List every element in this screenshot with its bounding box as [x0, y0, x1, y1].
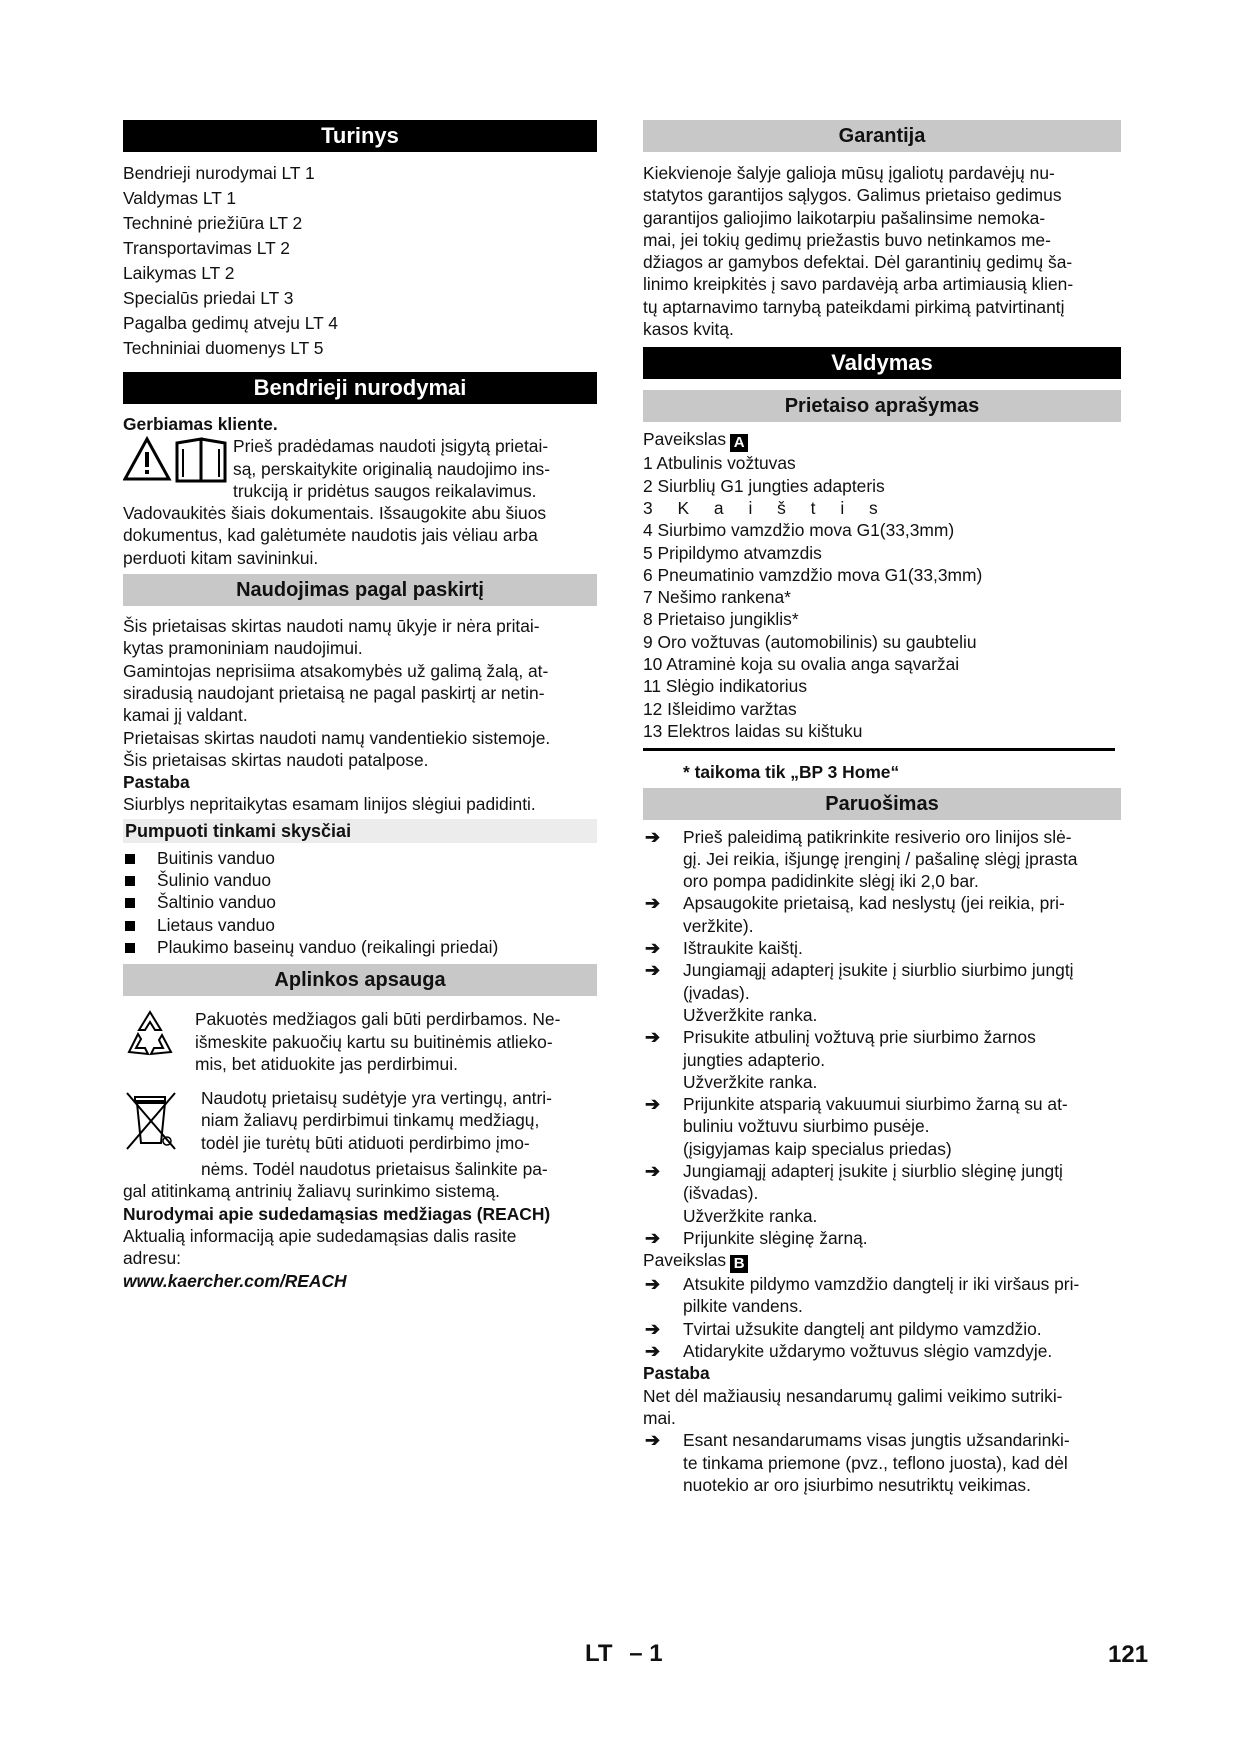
- toc-title: Turinys: [123, 120, 597, 152]
- toc-item[interactable]: Pagalba gedimų atveju LT 4: [123, 313, 338, 333]
- list-item: ➔ Prisukite atbulinį vožtuvą prie siurbimo žarnos jungties adapterio. Užveržkite ranka.: [645, 1027, 1036, 1092]
- part-item: 13 Elektros laidas su kištuku: [643, 720, 863, 741]
- list-item: ➔ Apsaugokite prietaisą, kad neslystų (jei reikia, pri- veržkite).: [645, 893, 1065, 936]
- figure-b-ref: Paveikslas B: [643, 1249, 1123, 1273]
- arrow-right-icon: ➔: [645, 1274, 661, 1295]
- part-item: 7 Nešimo rankena*: [643, 587, 791, 608]
- list-item: ➔ Prieš paleidimą patikrinkite resiverio oro linijos slė- gį. Jei reikia, išjungę įrenginį / pašalinę slėgį įprasta oro pompa padidinkite slėgį iki 2,0 bar.: [645, 826, 1078, 892]
- right-column: [643, 120, 1123, 1496]
- intended-use-title: Naudojimas pagal paskirtį: [123, 574, 597, 606]
- page-number: 121: [1108, 1641, 1149, 1668]
- list-item: Plaukimo baseinų vanduo (reikalingi priedai): [123, 936, 597, 958]
- list-item: Buitinis vanduo: [123, 847, 597, 869]
- toc-item[interactable]: Techninė priežiūra LT 2: [123, 213, 303, 233]
- figure-a-badge: A: [730, 434, 748, 452]
- left-column: [123, 120, 597, 1292]
- list-item: ➔ Jungiamąjį adapterį įsukite į siurblio siurbimo jungtį (įvadas). Užveržkite ranka.: [645, 960, 1074, 1025]
- list-item: ➔ Ištraukite kaištį.: [645, 938, 803, 959]
- part-item: 6 Pneumatinio vamzdžio mova G1(33,3mm): [643, 564, 983, 585]
- footer-page-ref: [585, 1640, 663, 1668]
- weee-line: Naudotų prietaisų sudėtyje yra vertingų, antri-: [201, 1088, 552, 1109]
- warning-line: trukciją ir pridėtus saugos reikalavimus.: [233, 480, 537, 501]
- recycle-line: Pakuotės medžiagos gali būti perdirbamos. Ne-: [195, 1009, 561, 1030]
- toc-item[interactable]: Bendrieji nurodymai LT 1: [123, 163, 315, 183]
- warranty-line: mai, jei tokių gedimų priežastis buvo netinkamos me-: [643, 229, 1051, 250]
- list-item: ➔ Tvirtai užsukite dangtelį ant pildymo vamzdžio.: [645, 1318, 1042, 1339]
- warranty-line: statytos garantijos sąlygos. Galimus prietaiso gedimus: [643, 185, 1062, 206]
- note-text: Siurblys nepritaikytas esamam linijos slėgiui padidinti.: [123, 794, 536, 815]
- warranty-line: tų aptarnavimo tarnybą pateikdami pirkimą patvirtinantį: [643, 296, 1065, 317]
- recycle-line: išmeskite pakuočių kartu su buitinėmis atlieko-: [195, 1031, 553, 1052]
- divider: [643, 748, 1115, 751]
- bullet-square-icon: [125, 876, 135, 886]
- toc-item[interactable]: Transportavimas LT 2: [123, 238, 290, 258]
- list-item: ➔ Prijunkite slėginę žarną.: [645, 1227, 868, 1248]
- recycle-line: mis, bet atiduokite jas perdirbimui.: [195, 1053, 458, 1074]
- prep-title: Paruošimas: [643, 788, 1121, 820]
- weee-line: gal atitinkamą antrinių žaliavų surinkimo sistemą.: [123, 1181, 500, 1202]
- warning-line: są, perskaitykite originalią naudojimo ins-: [233, 458, 551, 479]
- part-item: 8 Prietaiso jungiklis*: [643, 609, 799, 630]
- arrow-right-icon: ➔: [645, 1318, 661, 1339]
- part-item: 2 Siurblių G1 jungties adapteris: [643, 475, 885, 496]
- warranty-title: Garantija: [643, 120, 1121, 152]
- part-item: 11 Slėgio indikatorius: [643, 676, 808, 697]
- footer-local-page: – 1: [629, 1640, 663, 1667]
- list-item: Lietaus vanduo: [123, 914, 597, 936]
- fluids-title: Pumpuoti tinkami skysčiai: [123, 819, 597, 843]
- intended-use-line: kamai jį valdant.: [123, 705, 248, 726]
- intended-use-line: Prietaisas skirtas naudoti namų vandentiekio sistemoje.: [123, 727, 551, 748]
- reach-line: Aktualią informaciją apie sudedamąsias dalis rasite: [123, 1226, 517, 1247]
- intended-use-line: Gamintojas neprisiima atsakomybės už galimą žalą, at-: [123, 660, 549, 681]
- figure-b-badge: B: [730, 1255, 748, 1273]
- bullet-square-icon: [125, 921, 135, 931]
- note-label: Pastaba: [123, 772, 190, 793]
- toc-list: [123, 161, 597, 361]
- part-item: 12 Išleidimo varžtas: [643, 698, 797, 719]
- warning-manual-icon: [123, 435, 233, 495]
- toc-item[interactable]: Techniniai duomenys LT 5: [123, 338, 324, 358]
- arrow-right-icon: ➔: [645, 826, 661, 847]
- arrow-right-icon: ➔: [645, 1160, 661, 1181]
- part-item: 3 K a i š t i s: [643, 497, 878, 518]
- warranty-line: kasos kvitą.: [643, 319, 734, 340]
- reach-link[interactable]: www.kaercher.com/REACH: [123, 1270, 347, 1291]
- part-item: 10 Atraminė koja su ovalia anga sąvaržai: [643, 654, 960, 675]
- bullet-square-icon: [125, 854, 135, 864]
- list-item: ➔ Atidarykite uždarymo vožtuvus slėgio vamzdyje.: [645, 1341, 1053, 1362]
- prep-note-label: Pastaba: [643, 1363, 710, 1384]
- recycle-block: [123, 1008, 597, 1075]
- list-item: Šaltinio vanduo: [123, 891, 597, 913]
- figure-a-ref: Paveikslas A: [643, 428, 1123, 452]
- weee-line: nėms. Todėl naudotus prietaisus šalinkite pa-: [201, 1159, 548, 1180]
- intended-use-line: Šis prietaisas skirtas naudoti patalpose.: [123, 749, 429, 770]
- part-item: 4 Siurbimo vamzdžio mova G1(33,3mm): [643, 520, 955, 541]
- general-text: perduoti kitam savininkui.: [123, 547, 319, 568]
- part-item: 9 Oro vožtuvas (automobilinis) su gaubteliu: [643, 631, 977, 652]
- warranty-line: linimo kreipkitės į savo pardavėją arba artimiausią klien-: [643, 274, 1074, 295]
- environment-title: Aplinkos apsauga: [123, 964, 597, 996]
- footnote: * taikoma tik „BP 3 Home“: [683, 762, 900, 783]
- general-text: dokumentus, kad galėtumėte naudotis jais vėliau arba: [123, 525, 538, 546]
- toc-item[interactable]: Specialūs priedai LT 3: [123, 288, 294, 308]
- prep-steps-1: [643, 826, 1123, 1250]
- list-item: ➔ Jungiamąjį adapterį įsukite į siurblio slėginę jungtį (išvadas). Užveržkite ranka.: [645, 1160, 1063, 1226]
- description-title: Prietaiso aprašymas: [643, 390, 1121, 422]
- arrow-right-icon: ➔: [645, 938, 661, 959]
- fluids-list: [123, 847, 597, 958]
- prep-note-line: Net dėl mažiausių nesandarumų galimi veikimo sutriki-: [643, 1385, 1063, 1406]
- arrow-right-icon: ➔: [645, 1430, 661, 1451]
- list-item: ➔ Atsukite pildymo vamzdžio dangtelį ir iki viršaus pri- pilkite vandens.: [645, 1274, 1080, 1317]
- warranty-line: Kiekvienoje šalyje galioja mūsų įgaliotų pardavėjų nu-: [643, 163, 1055, 183]
- intended-use-line: siradusią naudojant prietaisą ne pagal paskirtį ar netin-: [123, 682, 545, 703]
- prep-steps-2: [643, 1273, 1123, 1362]
- list-item: ➔ Esant nesandarumams visas jungtis užsandarinki- te tinkama priemone (pvz., teflono juosta), kad dėl nuotekio ar oro įsiurbimo nesutriktų veikimas.: [645, 1430, 1070, 1495]
- part-item: 1 Atbulinis vožtuvas: [643, 453, 796, 474]
- list-item: ➔ Prijunkite atsparią vakuumui siurbimo žarną su at- buliniu vožtuvu siurbimo pusėje. (įsigyjamas kaip specialus priedas): [645, 1094, 1068, 1159]
- operation-title: Valdymas: [643, 347, 1121, 379]
- reach-title: Nurodymai apie sudedamąsias medžiagas (REACH): [123, 1203, 551, 1224]
- warning-line: Prieš pradėdamas naudoti įsigytą prietai-: [233, 436, 549, 457]
- greeting: Gerbiamas kliente.: [123, 414, 278, 434]
- intended-use-line: kytas pramoniniam naudojimui.: [123, 638, 363, 659]
- general-title: Bendrieji nurodymai: [123, 372, 597, 404]
- weee-line: niam žaliavų perdirbimui tinkamų medžiagų,: [201, 1110, 540, 1131]
- recycle-icon: [123, 1008, 195, 1067]
- part-item: 5 Pripildymo atvamzdis: [643, 542, 822, 563]
- intended-use-line: Šis prietaisas skirtas naudoti namų ūkyje ir nėra pritai-: [123, 616, 540, 637]
- arrow-right-icon: ➔: [645, 1094, 661, 1115]
- arrow-right-icon: ➔: [645, 893, 661, 914]
- warranty-line: džiagos ar gamybos defektai. Dėl garantinių gedimų ša-: [643, 252, 1073, 273]
- footer-lang: LT: [585, 1640, 613, 1667]
- weee-line: todėl jie turėtų būti atiduoti perdirbimo įmo-: [201, 1132, 530, 1153]
- bullet-square-icon: [125, 898, 135, 908]
- general-text: Vadovaukitės šiais dokumentais. Išsaugokite abu šiuos: [123, 503, 547, 524]
- arrow-right-icon: ➔: [645, 1027, 661, 1048]
- arrow-right-icon: ➔: [645, 960, 661, 981]
- prep-note-line: mai.: [643, 1407, 676, 1428]
- prep-steps-3: [643, 1429, 1123, 1496]
- list-item: Šulinio vanduo: [123, 869, 597, 891]
- arrow-right-icon: ➔: [645, 1227, 661, 1248]
- toc-item[interactable]: Valdymas LT 1: [123, 188, 237, 208]
- warranty-line: garantijos galiojimo laikotarpiu pašalinsime nemoka-: [643, 207, 1046, 228]
- arrow-right-icon: ➔: [645, 1341, 661, 1362]
- bullet-square-icon: [125, 943, 135, 953]
- warning-block: [123, 435, 597, 502]
- toc-item[interactable]: Laikymas LT 2: [123, 263, 235, 283]
- crossed-bin-icon: [123, 1087, 201, 1158]
- weee-block: [123, 1087, 597, 1158]
- reach-line: adresu:: [123, 1248, 182, 1269]
